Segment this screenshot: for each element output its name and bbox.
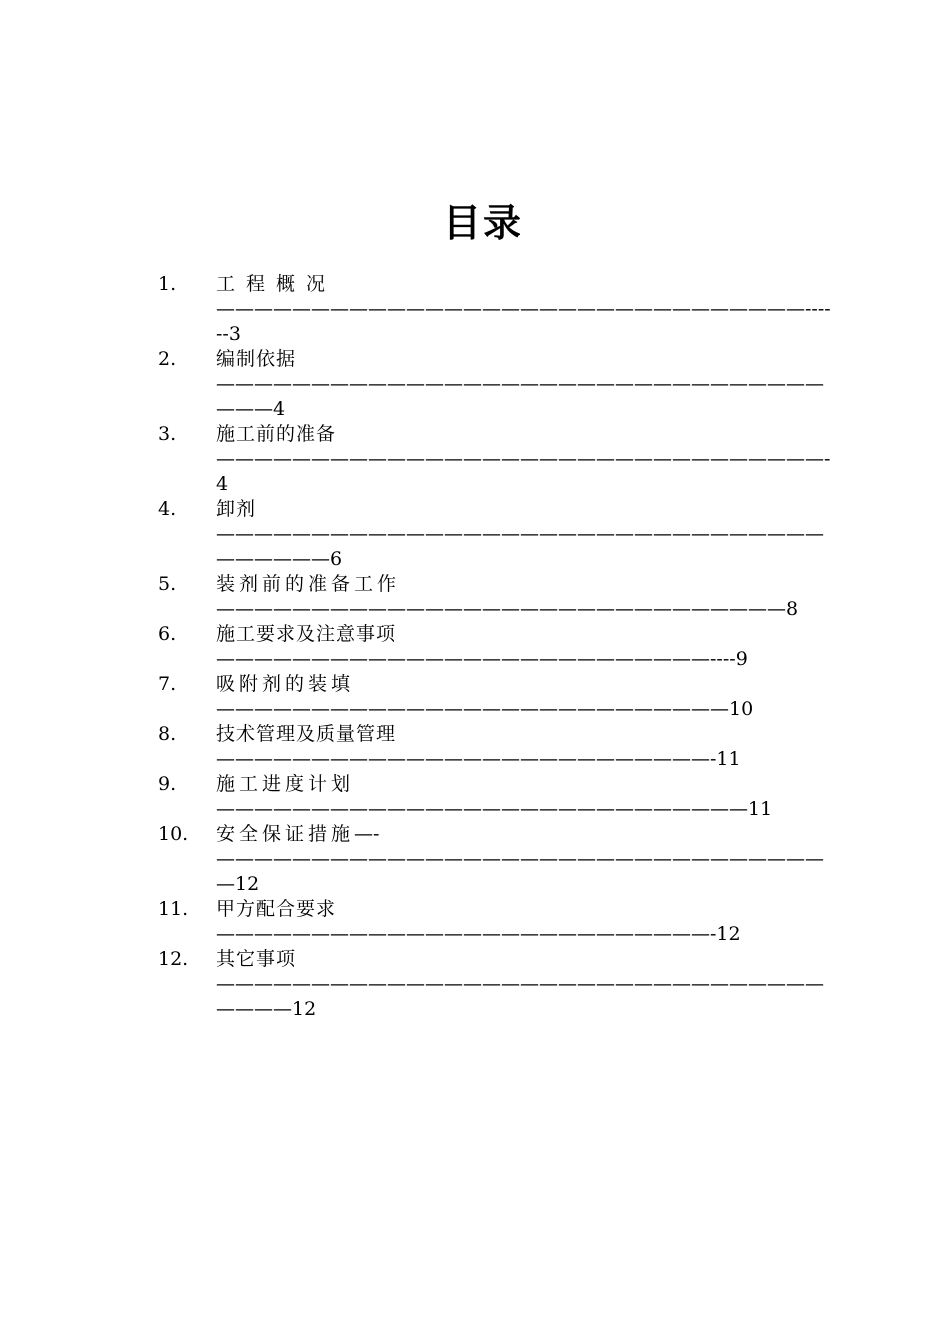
toc-entry-leader: —————————————————————————————————————— [216,523,824,570]
toc-entry-leader: ————————————————————————————————- [216,448,831,470]
toc-entry[interactable] [158,772,832,822]
toc-entry-leader: ——————————————————————————- [216,923,717,945]
toc-entry-title: 安全保证措施 [216,823,355,845]
toc-entry-title: 编制依据 [216,348,297,370]
toc-entry-title: 装剂前的准备工作 [216,573,401,595]
toc-entry-number: 7. [158,673,177,695]
toc-entry-leader: ——————————————————————————- [216,748,717,770]
toc-entry-number: 2. [158,348,177,370]
toc-entry-title: 甲方配合要求 [216,898,337,920]
toc-entry[interactable] [158,622,832,672]
toc-entry[interactable] [158,722,832,772]
toc-entry-page: 12 [235,873,260,895]
toc-entry[interactable] [158,572,832,622]
toc-entry-number: 8. [158,723,177,745]
toc-entry-page: 12 [292,998,317,1020]
toc-entry[interactable] [158,947,832,1022]
toc-entry-page: 10 [729,698,754,720]
toc-entry-title: 其它事项 [216,948,297,970]
toc-entry-number: 10. [158,823,189,845]
toc-entry-page: 11 [716,748,741,770]
toc-entry-title: 施工要求及注意事项 [216,623,397,645]
toc-entry[interactable] [158,672,832,722]
toc-entry-page: 4 [216,473,229,495]
page-title: 目录 [442,200,523,245]
toc-entry-leader: —-————————————————————————————————— [216,823,824,895]
toc-entry-title: 工程概况 [216,273,337,295]
toc-entry[interactable] [158,897,832,947]
toc-entry-page: 4 [273,398,286,420]
toc-entry-leader: ———————————————————————————— [216,798,748,820]
toc-entry-number: 3. [158,423,177,445]
toc-entry[interactable] [158,272,832,347]
toc-entry-number: 6. [158,623,177,645]
toc-entry-title: 施工进度计划 [216,773,355,795]
toc-entry-title: 技术管理及质量管理 [216,723,397,745]
toc-entry-page: 8 [786,598,799,620]
toc-entry-number: 11. [158,898,189,920]
toc-entry-title: 卸剂 [216,498,257,520]
toc-entry[interactable] [158,347,832,422]
toc-entry-leader: —————————————————————————————— [216,598,786,620]
toc-entry-number: 12. [158,948,189,970]
toc-entry-number: 5. [158,573,177,595]
toc-entry[interactable] [158,497,832,572]
toc-entry-page: 9 [735,648,748,670]
toc-entry-title: 施工前的准备 [216,423,337,445]
toc-entry-number: 1. [158,273,177,295]
toc-entry[interactable] [158,822,832,897]
toc-entry-page: 6 [330,548,343,570]
table-of-contents [158,272,832,1022]
toc-entry-title: 吸附剂的装填 [216,673,355,695]
toc-entry[interactable] [158,422,832,497]
toc-entry-page: 11 [748,798,773,820]
toc-entry-leader: ——————————————————————————---- [216,648,736,670]
toc-entry-number: 9. [158,773,177,795]
toc-entry-page: 12 [716,923,741,945]
toc-entry-number: 4. [158,498,177,520]
toc-entry-leader: ———————————————————————————————------ [216,298,831,345]
toc-entry-leader: ——————————————————————————— [216,698,729,720]
toc-entry-leader: ——————————————————————————————————— [216,373,824,420]
toc-entry-page: 3 [228,323,241,345]
toc-entry-leader: ———————————————————————————————————— [216,973,824,1020]
